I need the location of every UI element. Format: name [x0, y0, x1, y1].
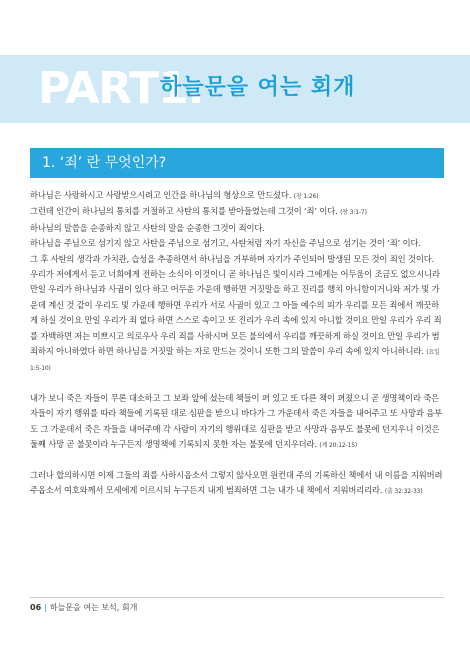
scripture-reference: (창 3:1-7)	[340, 209, 367, 217]
scripture-reference: (창 1:26)	[293, 193, 319, 200]
body-line	[30, 188, 446, 204]
body-paragraph	[30, 391, 446, 454]
page-number: 06	[30, 603, 42, 612]
scripture-reference: (요일 1:5-10)	[30, 349, 440, 373]
body-paragraph	[30, 468, 446, 500]
footer-separator: |	[44, 603, 47, 612]
part-label: PART1.	[38, 63, 204, 114]
body-line	[30, 221, 446, 236]
line-text: 그런데 인간이 하나님의 통치를 거절하고 사탄의 통치를 받아들였는데 그것이 ‘죄’ 이다.	[30, 206, 338, 217]
line-text: 하나님을 주님으로 섬기지 않고 사탄을 주님으로 섬기고, 사탄처럼 자기 자신을 주님으로 섬기는 것이 ‘죄’ 이다.	[30, 238, 421, 249]
body-line	[30, 252, 446, 267]
footer-rule	[30, 597, 444, 598]
paragraph-gap	[30, 377, 446, 391]
line-text: 그러나 합의하시면 이제 그들의 죄를 사하시옵소서 그렇지 않사오면 원컨대 주의 기록하신 책에서 내 이름을 지워버려 주옵소서 여호와께서 모세에게 이르시되 누구든지 내게 범죄하면 그는 내가 내 책에서 지워버리리라.	[30, 469, 443, 495]
part-title: 하늘문을 여는 회개	[160, 75, 356, 100]
scripture-reference: (출 32:32-33)	[384, 487, 423, 495]
book-title: 하늘문을 여는 보석, 회개	[49, 603, 138, 612]
body-line	[30, 267, 446, 377]
line-text: 그 후 사탄의 생각과 가치관, 습성을 추종하면서 하나님을 거부하며 자기가 주인되어 발생된 모든 것이 죄인 것이다.	[30, 253, 435, 264]
body-line	[30, 204, 446, 220]
body-line	[30, 236, 446, 251]
line-text: 우리가 저에게서 듣고 너희에게 전하는 소식이 이것이니 곧 하나님은 빛이시라 그에게는 어두움이 조금도 없으시니라 만일 우리가 하나님과 사귐이 있다 하고 어두운 가운데 행하면 거짓말을 하고 진리를 행치 아니함이거니와 저가 빛 가운데 계신 것 같이 우리도 빛 가운데 행하면 우리가 서로 사귐이 있고 그 아들 예수의 피가 우리를 모든 죄에서 깨끗하게 하실 것이요 만일 우리가 죄 없다 하면 스스로 속이고 또 진리가 우리 속에 있지 아니할 것이요 만일 우리가 우리 죄를 자백하면 저는 미쁘시고 의로우사 우리 죄를 사하시며 모든 불의에서 우리를 깨끗하게 하실 것이요 만일 우리가 범죄하지 아니하였다 하면 하나님을 거짓말 하는 자로 만드는 것이니 또한 그의 말씀이 우리 속에 있지 아니하니라.	[30, 269, 442, 357]
paragraph-gap	[30, 454, 446, 468]
footer	[30, 602, 137, 613]
scripture-reference: (계 20:12-15)	[319, 442, 358, 450]
body-text	[30, 188, 446, 499]
section-title: 1. ‘죄’ 란 무엇인가?	[42, 155, 167, 171]
line-text: 내가 보니 죽은 자들이 무론 대소하고 그 보좌 앞에 섰는데 책들이 펴 있고 또 다른 책이 펴졌으니 곧 생명책이라 죽은 자들이 자기 행위를 따라 책들에 기록된 대로 심판을 받으니 바다가 그 가운데서 죽은 자들을 내어주고 또 사망과 음부도 그 가운데서 죽은 자들을 내어주매 각 사람이 자기의 행위대로 심판을 받고 사망과 음부도 불못에 던지우니 이것은 둘째 사망 곧 불못이라 누구든지 생명책에 기록되지 못한 자는 불못에 던지우더라.	[30, 392, 442, 450]
line-text: 하나님의 말씀을 순종하지 않고 사탄의 말을 순종한 그것이 죄이다.	[30, 222, 265, 233]
line-text: 하나님은 사랑하시고 사랑받으시려고 인간을 하나님의 형상으로 만드셨다.	[30, 190, 292, 200]
